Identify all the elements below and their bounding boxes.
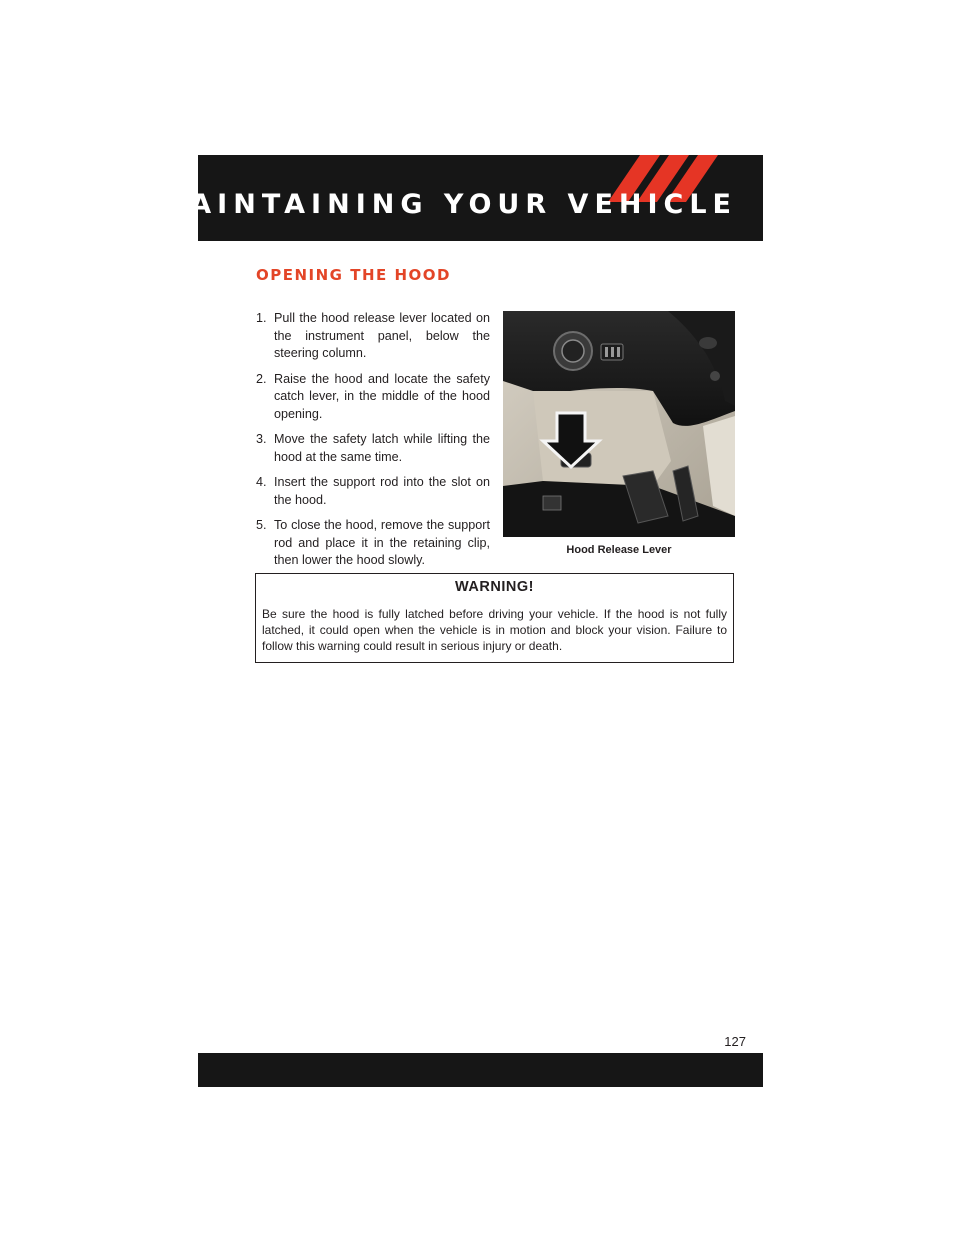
warning-title: WARNING! [455, 579, 534, 595]
step-text: To close the hood, remove the support rod and place it in the retaining clip, then lower the hood slowly. [274, 518, 490, 567]
step-text: Move the safety latch while lifting the hood at the same time. [274, 432, 490, 464]
list-item [256, 310, 490, 363]
step-text: Raise the hood and locate the safety catch lever, in the middle of the hood opening. [274, 371, 490, 421]
warning-text: Be sure the hood is fully latched before driving your vehicle. If the hood is not fully latched, it could open when the vehicle is in motion and block your vision. Failure to follow this warning could result in serious injury or death. [262, 607, 727, 653]
step-text: Pull the hood release lever located on the instrument panel, below the steering column. [274, 311, 490, 360]
list-item [256, 474, 490, 509]
figure-caption: Hood Release Lever [566, 544, 672, 556]
step-number: 5. [256, 518, 267, 532]
header-title: MAINTAINING YOUR VEHICLE [157, 189, 737, 220]
section-title: OPENING THE HOOD [256, 266, 451, 284]
hood-release-photo [503, 311, 735, 537]
page-number: 127 [724, 1034, 746, 1049]
steps-list [256, 310, 490, 578]
step-number: 2. [256, 371, 267, 386]
list-item [256, 431, 490, 466]
list-item [256, 517, 490, 570]
step-number: 3. [256, 432, 267, 446]
list-item [256, 371, 490, 424]
header-band [157, 155, 763, 241]
step-text: Insert the support rod into the slot on the hood. [274, 475, 490, 507]
step-number: 4. [256, 475, 267, 489]
warning-box [255, 573, 734, 663]
footer-band [198, 1053, 763, 1087]
step-number: 1. [256, 311, 267, 325]
